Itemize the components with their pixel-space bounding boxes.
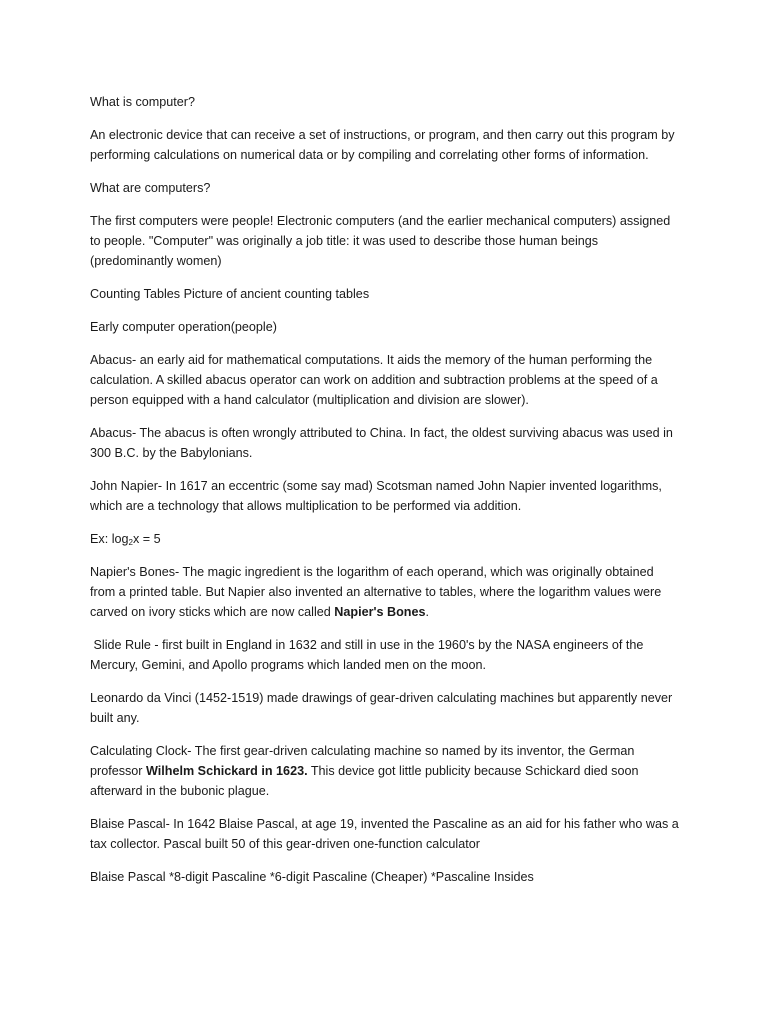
paragraph-abacus-aid: Abacus- an early aid for mathematical computations. It aids the memory of the human performing the calculation. A skilled abacus operator can work on addition and subtraction problems at the speed of a person equipped with a hand calculator (multiplication and division are slower). bbox=[90, 353, 658, 407]
paragraph-abacus-history: Abacus- The abacus is often wrongly attributed to China. In fact, the oldest surviving abacus was used in 300 B.C. by the Babylonians. bbox=[90, 426, 673, 460]
log-example-subscript: 2 bbox=[128, 538, 133, 547]
napiers-bones-text: Napier's Bones- The magic ingredient is the logarithm of each operand, which was originally obtained from a printed table. But Napier also invented an alternative to tables, where the logarithm values were carved on ivory sticks which are now called bbox=[90, 565, 662, 619]
paragraph-pascaline-list: Blaise Pascal *8-digit Pascaline *6-digit Pascaline (Cheaper) *Pascaline Insides bbox=[90, 870, 534, 884]
paragraph-john-napier: John Napier- In 1617 an eccentric (some say mad) Scotsman named John Napier invented logarithms, which are a technology that allows multiplication to be performed via addition. bbox=[90, 479, 662, 513]
paragraph-definition: An electronic device that can receive a set of instructions, or program, and then carry out this program by performing calculations on numerical data or by compiling and correlating other forms of information. bbox=[90, 128, 675, 162]
paragraph-calculating-clock bbox=[90, 741, 680, 801]
paragraph-napiers-bones bbox=[90, 562, 680, 622]
log-example-suffix: x = 5 bbox=[132, 532, 161, 546]
question-what-is-computer: What is computer? bbox=[90, 95, 195, 109]
paragraph-first-computers: The first computers were people! Electronic computers (and the earlier mechanical computers) assigned to people. "Computer" was originally a job title: it was used to describe those human beings (predominantly women) bbox=[90, 214, 671, 268]
paragraph-log-example bbox=[90, 529, 680, 549]
paragraph-slide-rule: Slide Rule - first built in England in 1632 and still in use in the 1960's by the NASA engineers of the Mercury, Gemini, and Apollo programs which landed men on the moon. bbox=[90, 638, 647, 672]
paragraph-early-operation: Early computer operation(people) bbox=[90, 320, 277, 334]
calculating-clock-text: Calculating Clock- The first gear-driven calculating machine so named by its inventor, the German professor bbox=[90, 744, 635, 778]
paragraph-blaise-pascal: Blaise Pascal- In 1642 Blaise Pascal, at age 19, invented the Pascaline as an aid for his father who was a tax collector. Pascal built 50 of this gear-driven one-function calculator bbox=[90, 817, 679, 851]
calculating-clock-end: This device got little publicity because Schickard died soon afterward in the bubonic plague. bbox=[90, 764, 639, 798]
paragraph-counting-tables: Counting Tables Picture of ancient counting tables bbox=[90, 287, 370, 301]
document-body bbox=[90, 92, 680, 900]
napiers-bones-end: . bbox=[425, 605, 429, 619]
calculating-clock-bold: Wilhelm Schickard in 1623. bbox=[146, 764, 308, 778]
log-example-prefix: Ex: log bbox=[90, 532, 129, 546]
napiers-bones-bold: Napier's Bones bbox=[334, 605, 426, 619]
paragraph-leonardo: Leonardo da Vinci (1452-1519) made drawings of gear-driven calculating machines but apparently never built any. bbox=[90, 691, 673, 725]
question-what-are-computers: What are computers? bbox=[90, 181, 211, 195]
